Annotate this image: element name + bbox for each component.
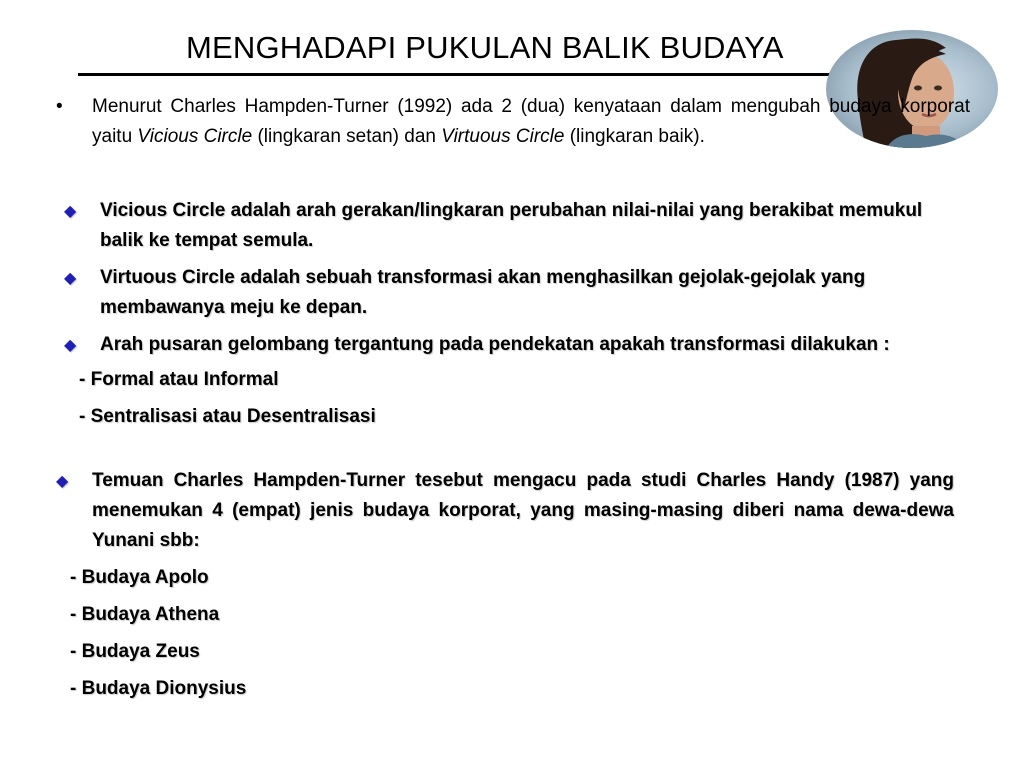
diamond-bullet-icon: ◆ (64, 337, 77, 354)
intro-text-c: (lingkaran baik). (564, 126, 705, 147)
bullet-icon: • (56, 96, 63, 117)
point-text: Virtuous Circle adalah sebuah transformasi akan menghasilkan gejolak-gejolak yang membawanya meju ke depan. (100, 267, 866, 318)
approach-item-formal: - Formal atau Informal (79, 369, 279, 390)
intro-text-a: Menurut Charles Hampden-Turner (1992) ada 2 (dua) kenyataan dalam mengubah budaya korporat yaitu (92, 96, 970, 147)
diamond-bullet-icon: ◆ (64, 270, 77, 287)
diamond-bullet-icon: ◆ (56, 473, 69, 490)
point-text: Arah pusaran gelombang tergantung pada pendekatan apakah transformasi dilakukan : (100, 334, 890, 355)
point-finding (56, 466, 954, 556)
point-approach (64, 330, 1014, 360)
point-text: Temuan Charles Hampden-Turner tesebut mengacu pada studi Charles Handy (1987) yang menemukan 4 (empat) jenis budaya korporat, yang masing-masing diberi nama dewa-dewa Yunani sbb: (92, 470, 954, 551)
point-text: Vicious Circle adalah arah gerakan/lingkaran perubahan nilai-nilai yang berakibat memukul balik ke tempat semula. (100, 200, 923, 251)
term-vicious-circle: Vicious Circle (137, 126, 253, 147)
title-underline (78, 73, 850, 76)
point-vicious-circle (64, 196, 964, 256)
culture-item-athena: - Budaya Athena (70, 604, 220, 625)
intro-text (92, 92, 970, 152)
term-virtuous-circle: Virtuous Circle (441, 126, 565, 147)
intro-text-b: (lingkaran setan) dan (252, 126, 442, 147)
approach-item-centralization: - Sentralisasi atau Desentralisasi (79, 406, 376, 427)
culture-item-dionysius: - Budaya Dionysius (70, 678, 247, 699)
slide-title: MENGHADAPI PUKULAN BALIK BUDAYA (186, 30, 784, 65)
diamond-bullet-icon: ◆ (64, 203, 77, 220)
point-virtuous-circle (64, 263, 974, 323)
culture-item-zeus: - Budaya Zeus (70, 641, 200, 662)
intro-paragraph (56, 92, 970, 152)
culture-item-apolo: - Budaya Apolo (70, 567, 209, 588)
